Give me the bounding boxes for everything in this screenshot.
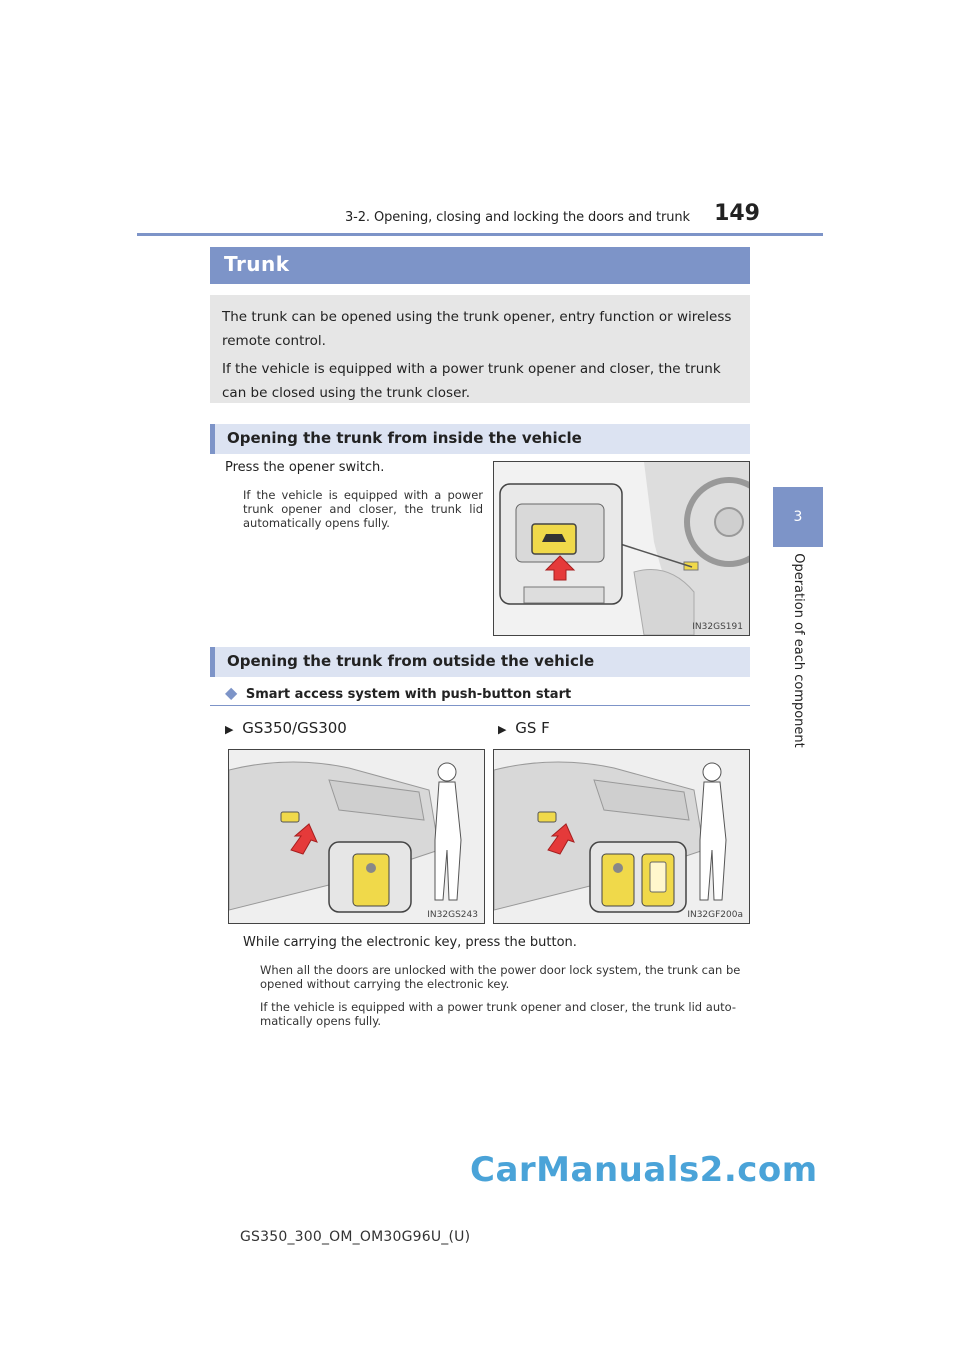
page-number: 149 (714, 201, 760, 226)
trunk-exterior-gsf-image (494, 750, 749, 923)
diamond-icon: ◆ (225, 683, 238, 702)
outside-image-code-right: IN32GF200a (687, 910, 743, 920)
variant-right (498, 719, 550, 737)
outside-heading-bar (210, 647, 750, 677)
inside-note: If the vehicle is equipped with a power trunk opener and closer, the trunk lid automatically opens fully. (243, 488, 483, 530)
subsection-rule (210, 705, 750, 706)
document-code: GS350_300_OM_OM30G96U_(U) (240, 1229, 471, 1245)
page-title-bar (210, 247, 750, 284)
outside-illustration-right (493, 749, 750, 924)
bullet-arrow-icon: ▶ (225, 723, 234, 736)
interior-door-image (494, 462, 749, 635)
inside-step: Press the opener switch. (225, 460, 385, 475)
section-header: 3-2. Opening, closing and locking the doors and trunk (345, 210, 690, 225)
bullet-arrow-icon: ▶ (498, 723, 507, 736)
outside-note-1: When all the doors are unlocked with the power door lock system, the trunk can be opened without carrying the electronic key. (260, 963, 741, 991)
chapter-label-container (785, 552, 811, 748)
subsection-title: Smart access system with push-button start (245, 687, 572, 702)
inside-image-code: IN32GS191 (692, 622, 743, 632)
header-rule (137, 233, 823, 236)
trunk-exterior-image (229, 750, 484, 923)
outside-image-code-left: IN32GS243 (427, 910, 478, 920)
intro-box (210, 295, 750, 403)
chapter-tab (773, 487, 823, 547)
page-title: Trunk (224, 252, 290, 276)
outside-illustration-left (228, 749, 485, 924)
variant-left-label: GS350/GS300 (242, 719, 347, 737)
chapter-label: Operation of each component (790, 552, 806, 748)
subsection-row (225, 683, 571, 702)
variant-right-label: GS F (515, 719, 550, 737)
intro-paragraph-2: If the vehicle is equipped with a power trunk opener and closer, the trunk can be closed using the trunk closer. (222, 361, 721, 401)
outside-step: While carrying the electronic key, press the button. (243, 935, 577, 950)
watermark-logo: CarManuals2.com (470, 1150, 818, 1190)
intro-paragraph-1: The trunk can be opened using the trunk opener, entry function or wireless remote control. (222, 309, 732, 349)
inside-illustration (493, 461, 750, 636)
variant-left (225, 719, 347, 737)
chapter-number: 3 (793, 509, 803, 525)
inside-heading: Opening the trunk from inside the vehicle (227, 429, 582, 447)
outside-heading: Opening the trunk from outside the vehicle (227, 652, 595, 670)
outside-note-2: If the vehicle is equipped with a power trunk opener and closer, the trunk lid auto-matically opens fully. (260, 1000, 737, 1028)
inside-heading-bar (210, 424, 750, 454)
